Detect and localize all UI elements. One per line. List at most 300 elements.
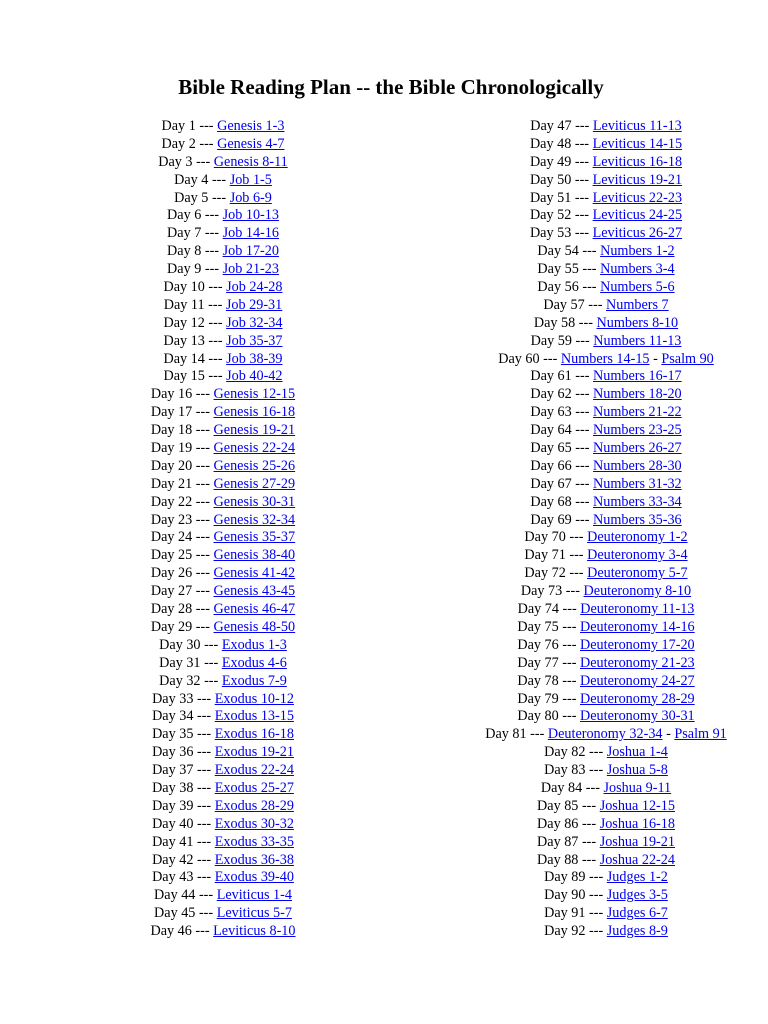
reading-link[interactable]: Exodus 19-21 bbox=[214, 744, 294, 761]
reading-row bbox=[364, 386, 768, 404]
reading-link[interactable]: Genesis 46-47 bbox=[213, 601, 296, 618]
day-label: Day 76 bbox=[517, 636, 559, 653]
reading-row bbox=[364, 691, 768, 709]
separator: --- bbox=[571, 368, 593, 385]
reading-link[interactable]: Genesis 30-31 bbox=[213, 493, 296, 510]
separator: --- bbox=[192, 618, 214, 635]
reading-row bbox=[364, 154, 768, 172]
reading-link[interactable]: Job 29-31 bbox=[225, 296, 283, 313]
separator: --- bbox=[565, 547, 588, 564]
reading-link[interactable]: Numbers 5-6 bbox=[600, 279, 675, 296]
reading-row bbox=[364, 351, 768, 369]
reading-link[interactable]: Exodus 1-3 bbox=[221, 636, 287, 653]
separator: --- bbox=[571, 457, 593, 474]
day-label: Day 43 bbox=[152, 869, 194, 886]
reading-row bbox=[364, 726, 768, 744]
separator: --- bbox=[191, 923, 214, 940]
reading-row bbox=[364, 404, 768, 422]
reading-link[interactable]: Genesis 48-50 bbox=[213, 618, 296, 635]
day-label: Day 55 bbox=[537, 261, 579, 278]
separator: --- bbox=[193, 744, 215, 761]
reading-row bbox=[364, 458, 768, 476]
reading-row bbox=[364, 547, 768, 565]
reading-link[interactable]: Exodus 10-12 bbox=[214, 690, 294, 707]
separator: --- bbox=[193, 690, 215, 707]
reading-row bbox=[364, 333, 768, 351]
day-label: Day 59 bbox=[530, 332, 572, 349]
reading-link[interactable]: Numbers 21-22 bbox=[592, 404, 682, 421]
day-label: Day 44 bbox=[154, 887, 196, 904]
reading-link[interactable]: Numbers 18-20 bbox=[592, 386, 682, 403]
reading-link[interactable]: Deuteronomy 5-7 bbox=[587, 565, 688, 582]
reading-row bbox=[364, 816, 768, 834]
day-label: Day 30 bbox=[159, 636, 201, 653]
separator: --- bbox=[571, 135, 593, 152]
day-label: Day 54 bbox=[537, 243, 579, 260]
reading-link[interactable]: Genesis 27-29 bbox=[213, 475, 296, 492]
reading-row bbox=[364, 923, 768, 941]
reading-link[interactable]: Psalm 90 bbox=[661, 350, 714, 367]
reading-link[interactable]: Genesis 22-24 bbox=[213, 440, 296, 457]
separator: --- bbox=[192, 511, 214, 528]
separator: --- bbox=[192, 386, 214, 403]
day-label: Day 6 bbox=[167, 207, 202, 224]
separator: --- bbox=[204, 350, 227, 367]
reading-link[interactable]: Job 14-16 bbox=[222, 225, 279, 242]
separator: --- bbox=[192, 440, 214, 457]
reading-row bbox=[364, 887, 768, 905]
day-label: Day 51 bbox=[529, 189, 572, 206]
separator: --- bbox=[192, 422, 214, 439]
day-label: Day 81 bbox=[485, 726, 527, 743]
separator: --- bbox=[558, 654, 580, 671]
reading-row bbox=[364, 261, 768, 279]
separator: --- bbox=[193, 762, 215, 779]
day-label: Day 68 bbox=[530, 493, 572, 510]
reading-link[interactable]: Job 40-42 bbox=[226, 368, 283, 385]
separator: --- bbox=[204, 332, 227, 349]
day-label: Day 16 bbox=[150, 386, 193, 403]
day-label: Day 69 bbox=[530, 511, 572, 528]
separator: --- bbox=[204, 296, 226, 313]
reading-link[interactable]: Job 1-5 bbox=[229, 171, 272, 188]
separator: --- bbox=[578, 279, 601, 296]
day-label: Day 8 bbox=[167, 243, 202, 260]
day-label: Day 52 bbox=[529, 207, 572, 224]
day-label: Day 80 bbox=[517, 708, 559, 725]
reading-row bbox=[364, 601, 768, 619]
reading-link[interactable]: Genesis 32-34 bbox=[213, 511, 296, 528]
separator: --- bbox=[195, 905, 217, 922]
separator: --- bbox=[558, 618, 580, 635]
separator: --- bbox=[585, 923, 607, 940]
day-label: Day 84 bbox=[540, 779, 583, 796]
reading-link[interactable]: Leviticus 11-13 bbox=[592, 118, 682, 134]
day-label: Day 63 bbox=[530, 404, 572, 421]
reading-row bbox=[364, 118, 768, 136]
separator: --- bbox=[200, 672, 222, 689]
reading-link[interactable]: Deuteronomy 3-4 bbox=[587, 547, 688, 564]
separator: --- bbox=[571, 440, 593, 457]
separator: --- bbox=[201, 207, 223, 224]
separator: --- bbox=[195, 135, 218, 152]
reading-link[interactable]: Numbers 8-10 bbox=[596, 314, 679, 331]
reading-link[interactable]: Job 24-28 bbox=[226, 279, 283, 296]
separator: --- bbox=[200, 654, 222, 671]
reading-row bbox=[364, 440, 768, 458]
reading-link[interactable]: Exodus 25-27 bbox=[214, 779, 294, 796]
day-label: Day 57 bbox=[543, 296, 585, 313]
reading-row bbox=[364, 243, 768, 261]
separator: --- bbox=[558, 672, 580, 689]
separator: --- bbox=[558, 601, 581, 618]
day-label: Day 15 bbox=[163, 368, 205, 385]
day-label: Day 53 bbox=[529, 225, 572, 242]
reading-link[interactable]: Joshua 19-21 bbox=[599, 833, 675, 850]
separator: --- bbox=[585, 869, 607, 886]
separator: --- bbox=[571, 225, 593, 242]
reading-link[interactable]: Leviticus 1-4 bbox=[216, 887, 292, 904]
day-label: Day 27 bbox=[150, 583, 193, 600]
day-label: Day 60 bbox=[498, 350, 540, 367]
day-label: Day 21 bbox=[150, 475, 193, 492]
reading-link[interactable]: Genesis 8-11 bbox=[213, 153, 288, 170]
reading-link[interactable]: Psalm 91 bbox=[674, 726, 727, 743]
reading-link[interactable]: Judges 3-5 bbox=[606, 887, 668, 904]
day-label: Day 38 bbox=[152, 779, 194, 796]
reading-link[interactable]: Job 32-34 bbox=[226, 314, 283, 331]
day-label: Day 13 bbox=[163, 332, 205, 349]
reading-link[interactable]: Deuteronomy 24-27 bbox=[579, 672, 695, 689]
separator: --- bbox=[192, 475, 214, 492]
reading-link[interactable]: Genesis 16-18 bbox=[213, 404, 296, 421]
reading-link[interactable]: Joshua 9-11 bbox=[603, 779, 672, 796]
reading-link[interactable]: Deuteronomy 21-23 bbox=[579, 654, 695, 671]
day-label: Day 12 bbox=[163, 314, 205, 331]
separator: --- bbox=[195, 887, 217, 904]
reading-row bbox=[364, 494, 768, 512]
separator: --- bbox=[585, 744, 607, 761]
reading-row bbox=[364, 869, 768, 887]
reading-link[interactable]: Exodus 39-40 bbox=[214, 869, 294, 886]
day-label: Day 41 bbox=[152, 833, 194, 850]
day-label: Day 62 bbox=[530, 386, 572, 403]
reading-link[interactable]: Numbers 1-2 bbox=[600, 243, 675, 260]
reading-link[interactable]: Exodus 13-15 bbox=[214, 708, 294, 725]
reading-link[interactable]: Job 35-37 bbox=[226, 332, 283, 349]
reading-link[interactable]: Deuteronomy 8-10 bbox=[583, 583, 692, 600]
reading-link[interactable]: Leviticus 22-23 bbox=[592, 189, 683, 206]
reading-link[interactable]: Deuteronomy 30-31 bbox=[579, 708, 695, 725]
reading-link[interactable]: Genesis 4-7 bbox=[217, 135, 285, 152]
day-label: Day 83 bbox=[544, 762, 586, 779]
reading-link[interactable]: Exodus 30-32 bbox=[214, 815, 294, 832]
reading-row bbox=[364, 422, 768, 440]
day-label: Day 90 bbox=[544, 887, 586, 904]
reading-link[interactable]: Genesis 19-21 bbox=[213, 422, 296, 439]
day-label: Day 37 bbox=[152, 762, 194, 779]
separator: --- bbox=[192, 404, 214, 421]
reading-link[interactable]: Numbers 35-36 bbox=[592, 511, 682, 528]
reading-link[interactable]: Leviticus 5-7 bbox=[216, 905, 292, 922]
separator: --- bbox=[193, 726, 215, 743]
separator: --- bbox=[578, 851, 600, 868]
reading-link[interactable]: Numbers 7 bbox=[606, 296, 669, 313]
reading-link[interactable]: Exodus 36-38 bbox=[214, 851, 294, 868]
separator: --- bbox=[208, 189, 230, 206]
day-label: Day 72 bbox=[524, 565, 566, 582]
separator: --- bbox=[192, 565, 214, 582]
reading-link[interactable]: Deuteronomy 11-13 bbox=[580, 601, 695, 618]
reading-row bbox=[364, 190, 768, 208]
day-label: Day 34 bbox=[152, 708, 194, 725]
day-label: Day 17 bbox=[150, 404, 193, 421]
day-label: Day 91 bbox=[544, 905, 586, 922]
reading-link[interactable]: Joshua 22-24 bbox=[599, 851, 675, 868]
day-label: Day 3 bbox=[158, 153, 193, 170]
reading-link[interactable]: Leviticus 16-18 bbox=[592, 153, 683, 170]
reading-link[interactable]: Joshua 5-8 bbox=[606, 762, 668, 779]
separator: --- bbox=[565, 529, 588, 546]
separator: --- bbox=[558, 708, 580, 725]
reading-link[interactable]: Numbers 16-17 bbox=[592, 368, 682, 385]
separator: --- bbox=[192, 583, 214, 600]
day-label: Day 19 bbox=[150, 440, 193, 457]
reading-link[interactable]: Exodus 22-24 bbox=[214, 762, 294, 779]
reading-link[interactable]: Genesis 41-42 bbox=[213, 565, 296, 582]
separator: --- bbox=[193, 815, 215, 832]
reading-joiner: - bbox=[649, 350, 662, 367]
separator: --- bbox=[562, 583, 584, 600]
separator: --- bbox=[195, 118, 218, 134]
separator: --- bbox=[571, 475, 593, 492]
reading-link[interactable]: Deuteronomy 32-34 bbox=[547, 726, 663, 743]
day-label: Day 2 bbox=[161, 135, 196, 152]
reading-row bbox=[364, 225, 768, 243]
separator: --- bbox=[192, 457, 214, 474]
day-label: Day 77 bbox=[517, 654, 559, 671]
day-label: Day 32 bbox=[159, 672, 201, 689]
reading-row bbox=[364, 315, 768, 333]
reading-column-right bbox=[364, 118, 768, 941]
reading-link[interactable]: Exodus 16-18 bbox=[214, 726, 294, 743]
reading-link[interactable]: Numbers 11-13 bbox=[593, 332, 682, 349]
reading-link[interactable]: Leviticus 26-27 bbox=[592, 225, 683, 242]
separator: --- bbox=[582, 779, 604, 796]
separator: --- bbox=[193, 851, 215, 868]
day-label: Day 65 bbox=[530, 440, 572, 457]
day-label: Day 28 bbox=[150, 601, 193, 618]
reading-link[interactable]: Leviticus 8-10 bbox=[213, 923, 296, 940]
reading-link[interactable]: Job 10-13 bbox=[222, 207, 279, 224]
day-label: Day 73 bbox=[520, 583, 563, 600]
separator: --- bbox=[575, 314, 597, 331]
reading-link[interactable]: Job 38-39 bbox=[226, 350, 283, 367]
day-label: Day 24 bbox=[150, 529, 193, 546]
separator: --- bbox=[201, 243, 223, 260]
separator: --- bbox=[201, 225, 223, 242]
separator: --- bbox=[578, 815, 600, 832]
reading-link[interactable]: Genesis 38-40 bbox=[213, 547, 296, 564]
reading-link[interactable]: Joshua 12-15 bbox=[599, 797, 675, 814]
separator: --- bbox=[208, 171, 230, 188]
separator: --- bbox=[585, 905, 607, 922]
reading-row bbox=[364, 637, 768, 655]
day-label: Day 14 bbox=[163, 350, 205, 367]
reading-link[interactable]: Leviticus 19-21 bbox=[592, 171, 683, 188]
reading-link[interactable]: Exodus 7-9 bbox=[221, 672, 287, 689]
reading-link[interactable]: Genesis 12-15 bbox=[213, 386, 296, 403]
day-label: Day 18 bbox=[150, 422, 193, 439]
reading-link[interactable]: Joshua 16-18 bbox=[599, 815, 675, 832]
reading-link[interactable]: Job 21-23 bbox=[222, 261, 279, 278]
separator: --- bbox=[192, 153, 214, 170]
separator: --- bbox=[571, 207, 593, 224]
separator: --- bbox=[539, 350, 561, 367]
separator: --- bbox=[193, 869, 215, 886]
reading-link[interactable]: Leviticus 24-25 bbox=[592, 207, 683, 224]
reading-link[interactable]: Joshua 1-4 bbox=[606, 744, 668, 761]
reading-row bbox=[364, 583, 768, 601]
separator: --- bbox=[204, 314, 227, 331]
day-label: Day 36 bbox=[152, 744, 194, 761]
day-label: Day 75 bbox=[517, 618, 559, 635]
separator: --- bbox=[193, 708, 215, 725]
separator: --- bbox=[571, 332, 594, 349]
day-label: Day 66 bbox=[530, 457, 572, 474]
day-label: Day 78 bbox=[517, 672, 559, 689]
reading-link[interactable]: Genesis 43-45 bbox=[213, 583, 296, 600]
day-label: Day 11 bbox=[163, 296, 205, 313]
day-label: Day 31 bbox=[159, 654, 201, 671]
reading-link[interactable]: Deuteronomy 1-2 bbox=[587, 529, 688, 546]
separator: --- bbox=[571, 493, 593, 510]
reading-link[interactable]: Numbers 26-27 bbox=[592, 440, 682, 457]
separator: --- bbox=[192, 529, 214, 546]
day-label: Day 92 bbox=[544, 923, 586, 940]
reading-link[interactable]: Deuteronomy 17-20 bbox=[579, 636, 695, 653]
day-label: Day 10 bbox=[163, 279, 205, 296]
separator: --- bbox=[578, 243, 601, 260]
reading-row bbox=[364, 297, 768, 315]
reading-link[interactable]: Genesis 35-37 bbox=[213, 529, 296, 546]
separator: --- bbox=[192, 601, 214, 618]
reading-row bbox=[364, 852, 768, 870]
day-label: Day 22 bbox=[150, 493, 193, 510]
day-label: Day 9 bbox=[167, 261, 202, 278]
reading-link[interactable]: Genesis 1-3 bbox=[217, 118, 285, 134]
reading-link[interactable]: Deuteronomy 28-29 bbox=[579, 690, 695, 707]
day-label: Day 35 bbox=[152, 726, 194, 743]
day-label: Day 5 bbox=[174, 189, 209, 206]
day-label: Day 29 bbox=[150, 618, 193, 635]
reading-row bbox=[364, 279, 768, 297]
reading-link[interactable]: Exodus 33-35 bbox=[214, 833, 294, 850]
separator: --- bbox=[204, 368, 227, 385]
day-label: Day 67 bbox=[530, 475, 572, 492]
reading-row bbox=[364, 207, 768, 225]
separator: --- bbox=[571, 189, 593, 206]
day-label: Day 86 bbox=[537, 815, 579, 832]
day-label: Day 45 bbox=[154, 905, 196, 922]
separator: --- bbox=[526, 726, 548, 743]
reading-link[interactable]: Job 17-20 bbox=[222, 243, 279, 260]
reading-row bbox=[364, 655, 768, 673]
day-label: Day 20 bbox=[150, 457, 193, 474]
reading-link[interactable]: Exodus 28-29 bbox=[214, 797, 294, 814]
reading-link[interactable]: Numbers 33-34 bbox=[592, 493, 682, 510]
reading-link[interactable]: Numbers 14-15 bbox=[560, 350, 650, 367]
reading-link[interactable]: Job 6-9 bbox=[229, 189, 272, 206]
reading-row bbox=[364, 136, 768, 154]
reading-link[interactable]: Deuteronomy 14-16 bbox=[579, 618, 695, 635]
day-label: Day 40 bbox=[152, 815, 194, 832]
reading-link[interactable]: Judges 1-2 bbox=[606, 869, 668, 886]
day-label: Day 71 bbox=[524, 547, 566, 564]
separator: --- bbox=[584, 296, 606, 313]
day-label: Day 39 bbox=[152, 797, 194, 814]
reading-link[interactable]: Genesis 25-26 bbox=[213, 457, 296, 474]
day-label: Day 48 bbox=[529, 135, 572, 152]
reading-row bbox=[364, 780, 768, 798]
separator: --- bbox=[571, 404, 593, 421]
reading-row bbox=[364, 798, 768, 816]
day-label: Day 88 bbox=[537, 851, 579, 868]
separator: --- bbox=[200, 636, 222, 653]
day-label: Day 4 bbox=[174, 171, 209, 188]
reading-link[interactable]: Numbers 31-32 bbox=[592, 475, 682, 492]
reading-row bbox=[364, 905, 768, 923]
separator: --- bbox=[571, 153, 593, 170]
separator: --- bbox=[585, 887, 607, 904]
reading-row bbox=[364, 565, 768, 583]
reading-link[interactable]: Judges 8-9 bbox=[606, 923, 668, 940]
day-label: Day 82 bbox=[544, 744, 586, 761]
reading-link[interactable]: Exodus 4-6 bbox=[221, 654, 287, 671]
reading-link[interactable]: Numbers 23-25 bbox=[592, 422, 682, 439]
day-label: Day 25 bbox=[150, 547, 193, 564]
separator: --- bbox=[565, 565, 588, 582]
separator: --- bbox=[571, 171, 593, 188]
reading-link[interactable]: Leviticus 14-15 bbox=[592, 135, 683, 152]
reading-row bbox=[364, 368, 768, 386]
day-label: Day 70 bbox=[524, 529, 566, 546]
separator: --- bbox=[192, 547, 214, 564]
separator: --- bbox=[193, 797, 215, 814]
separator: --- bbox=[578, 261, 601, 278]
reading-link[interactable]: Numbers 28-30 bbox=[592, 457, 682, 474]
separator: --- bbox=[558, 690, 580, 707]
separator: --- bbox=[193, 779, 215, 796]
separator: --- bbox=[578, 797, 600, 814]
day-label: Day 50 bbox=[529, 171, 572, 188]
reading-row bbox=[364, 529, 768, 547]
day-label: Day 49 bbox=[529, 153, 572, 170]
reading-joiner: - bbox=[662, 726, 675, 743]
separator: --- bbox=[578, 833, 600, 850]
day-label: Day 7 bbox=[167, 225, 202, 242]
reading-row bbox=[364, 708, 768, 726]
reading-row bbox=[364, 619, 768, 637]
reading-row bbox=[364, 762, 768, 780]
reading-link[interactable]: Judges 6-7 bbox=[606, 905, 668, 922]
day-label: Day 33 bbox=[152, 690, 194, 707]
separator: --- bbox=[571, 386, 593, 403]
reading-link[interactable]: Numbers 3-4 bbox=[600, 261, 675, 278]
separator: --- bbox=[585, 762, 607, 779]
day-label: Day 61 bbox=[530, 368, 572, 385]
day-label: Day 23 bbox=[150, 511, 193, 528]
